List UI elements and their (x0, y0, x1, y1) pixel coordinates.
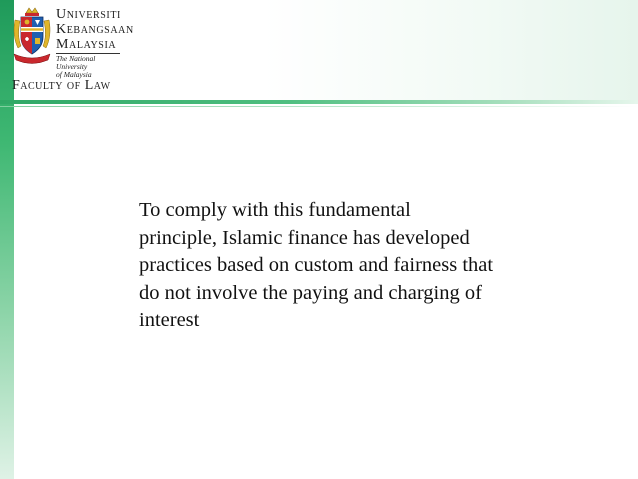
header-divider-thin (0, 106, 638, 107)
header-divider (0, 100, 638, 104)
university-tagline-2: of Malaysia (56, 70, 92, 79)
ukm-crest-icon (12, 6, 52, 68)
university-name-line-1: Universiti (56, 7, 121, 22)
faculty-title: Faculty of Law (12, 78, 111, 93)
slide-body-text: To comply with this fundamental principle, Islamic finance has developed practices based on custom and fairness that do not involve the paying and charging of interest (139, 199, 494, 331)
university-name-line-2: Kebangsaan (56, 22, 134, 37)
university-tagline-1: The National University (56, 54, 96, 71)
left-accent-band (0, 0, 14, 479)
university-name (56, 7, 134, 79)
university-name-line-3: Malaysia (56, 37, 117, 52)
